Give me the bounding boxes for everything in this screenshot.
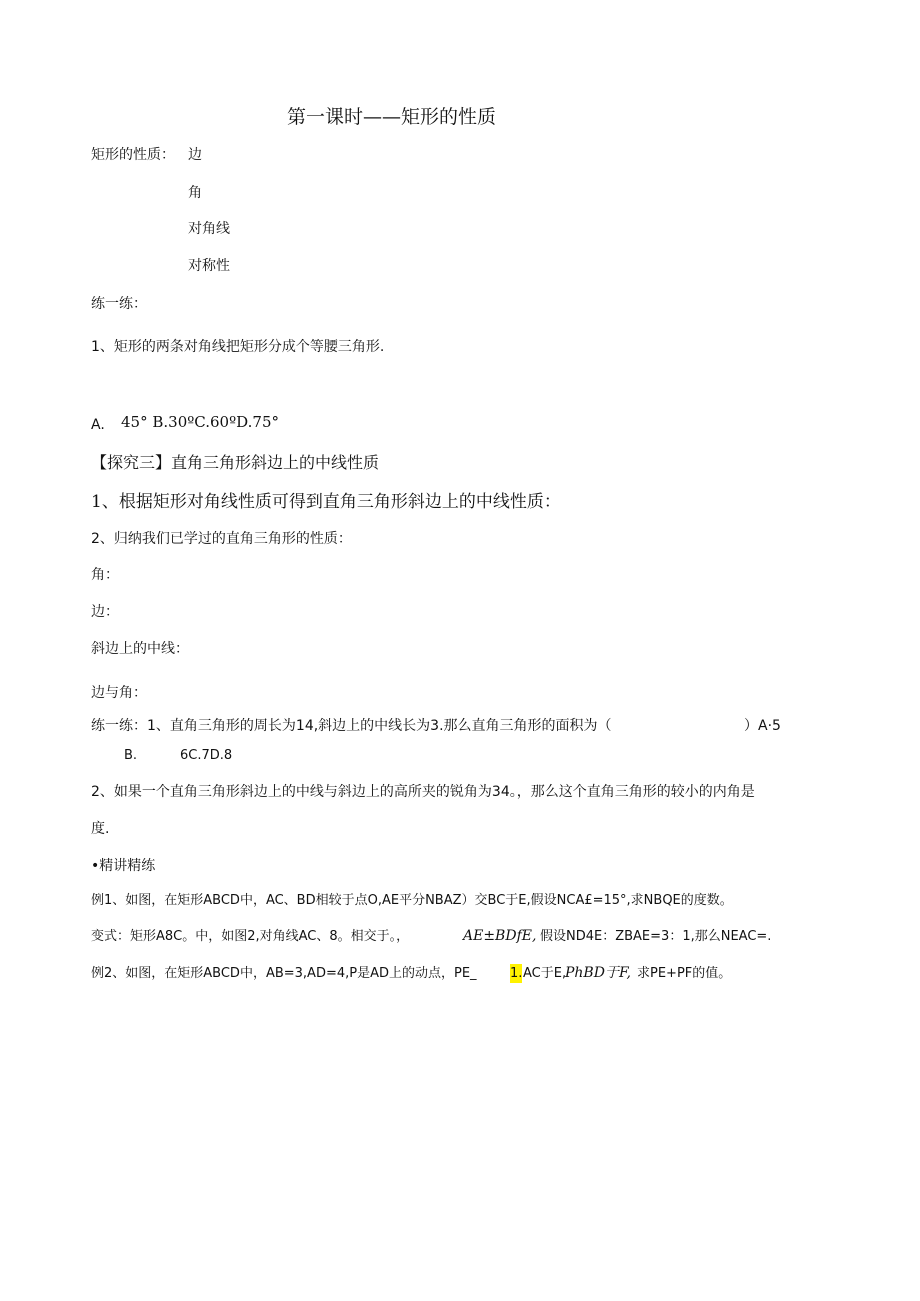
option-a-label: A.	[91, 417, 105, 433]
property-item-diagonal: 对角线	[188, 221, 230, 237]
practice2-question2-end: 度.	[91, 821, 110, 837]
example2-part3: PhBD于F,	[565, 965, 631, 981]
practice2-option-b-label: B.	[124, 748, 138, 763]
example1: 例1、如图，在矩形ABCD中，AC、BD相较于点O,AE平分NBAZ）交BC于E,假设NCA£=15°,求NBQE的度数。	[91, 893, 733, 908]
practice2-question2: 2、如果一个直角三角形斜边上的中线与斜边上的高所夹的锐角为34。，那么这个直角三角形的较小的内角是	[91, 784, 755, 800]
practice2-question1: 练一练：1、直角三角形的周长为14,斜边上的中线长为3.那么直角三角形的面积为（	[91, 718, 612, 734]
page-title: 第一课时——矩形的性质	[287, 106, 497, 128]
example2-highlight	[510, 967, 522, 980]
explore3-side: 边：	[91, 604, 119, 620]
explore3-angle: 角：	[91, 567, 119, 583]
property-item-symmetry: 对称性	[188, 258, 230, 274]
explore3-item1: 1、根据矩形对角线性质可得到直角三角形斜边上的中线性质：	[91, 492, 561, 512]
example2-part4: 求PE+PF的值。	[637, 966, 732, 981]
example2-part2: AC于E,	[523, 966, 567, 981]
lecture-heading: •精讲精练	[91, 858, 156, 874]
property-item-side: 边	[188, 147, 202, 163]
practice1-question1: 1、矩形的两条对角线把矩形分成个等腰三角形.	[91, 339, 385, 355]
answer-options: 45° B.30ºC.60ºD.75°	[121, 413, 279, 431]
variant-part1: 变式：矩形A8C。中，如图2,对角线AC、8。相交于。，	[91, 929, 410, 944]
practice2-question1-close: ）A·5	[744, 718, 781, 734]
example2-part1: 例2、如图，在矩形ABCD中，AB=3,AD=4,P是AD上的动点，PE_	[91, 966, 477, 981]
practice2-question1-options: 6C.7D.8	[180, 748, 233, 763]
highlight-mark: 1.	[510, 966, 523, 981]
explore3-median: 斜边上的中线：	[91, 641, 189, 657]
explore3-side-angle: 边与角：	[91, 685, 147, 701]
variant-part2: AE±BDfE,	[463, 928, 537, 944]
property-item-angle: 角	[188, 185, 202, 201]
variant-part3: 假设ND4E：ZBAE=3：1,那么NEAC=.	[540, 929, 772, 944]
practice-heading: 练一练：	[91, 296, 147, 312]
explore3-item2: 2、归纳我们已学过的直角三角形的性质：	[91, 531, 352, 547]
explore3-heading: 【探究三】直角三角形斜边上的中线性质	[91, 453, 380, 472]
properties-label: 矩形的性质：	[91, 147, 175, 163]
